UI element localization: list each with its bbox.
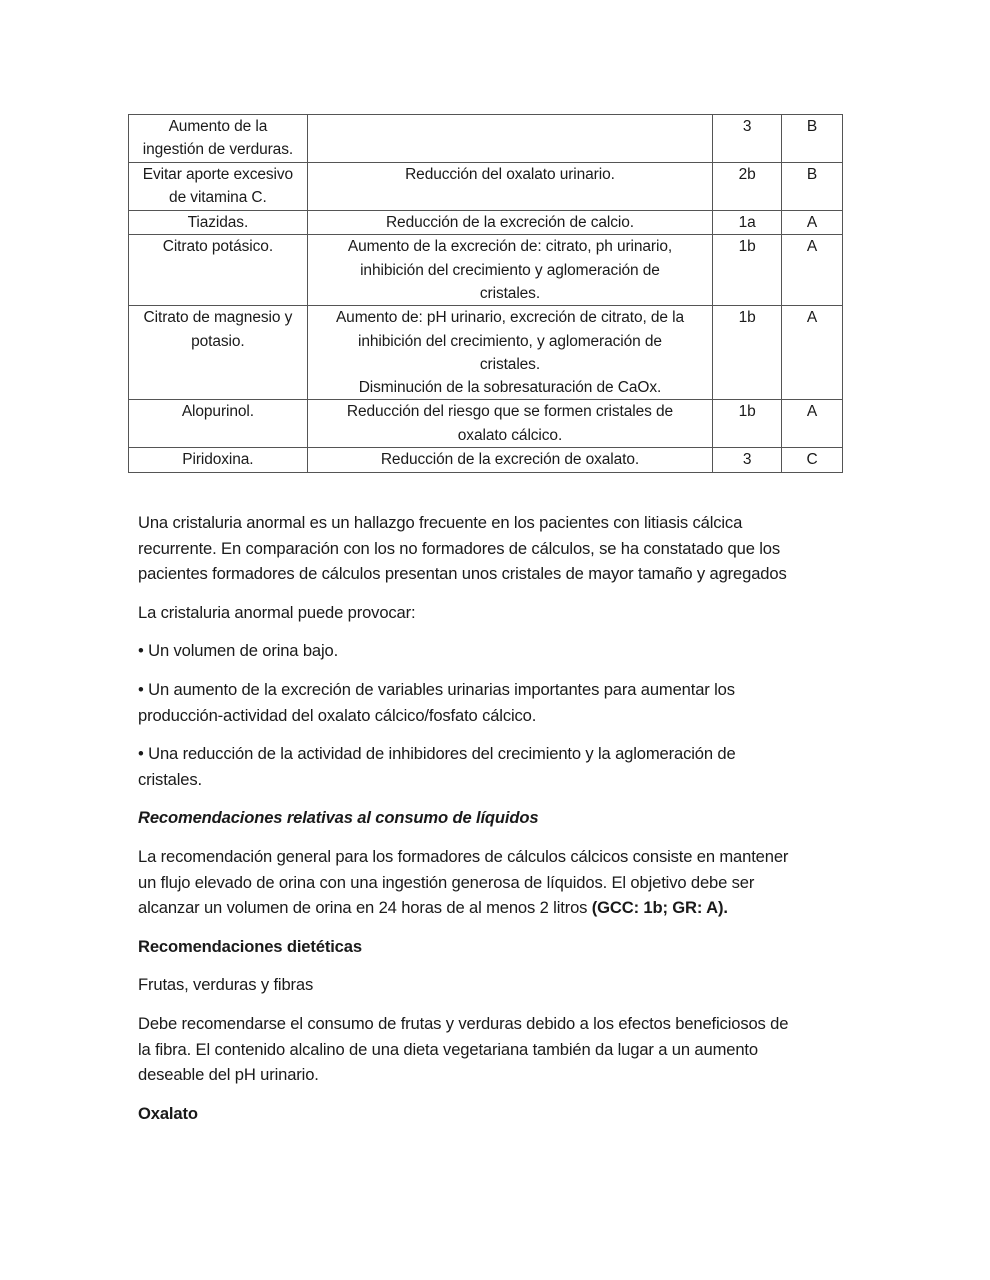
effect-cell: Aumento de: pH urinario, excreción de citrato, de la inhibición del crecimiento, y aglomeración de cristales. Disminución de la sobresaturación de CaOx. bbox=[307, 306, 712, 400]
measure-cell: Alopurinol. bbox=[129, 400, 308, 448]
bullet-item: • Una reducción de la actividad de inhibidores del crecimiento y la aglomeración de cristales. bbox=[138, 744, 736, 789]
effect-cell: Reducción del oxalato urinario. bbox=[307, 163, 712, 211]
body-text bbox=[138, 510, 850, 1139]
table-row bbox=[129, 115, 843, 163]
table-row bbox=[129, 163, 843, 211]
bullet-item: • Un volumen de orina bajo. bbox=[138, 641, 339, 661]
effect-cell: Aumento de la excreción de: citrato, ph urinario, inhibición del crecimiento y aglomeración de cristales. bbox=[307, 235, 712, 306]
heading-diet: Recomendaciones dietéticas bbox=[138, 936, 362, 956]
gcc-cell: 1b bbox=[713, 306, 782, 400]
gcc-cell: 1a bbox=[713, 211, 782, 235]
gcc-cell: 2b bbox=[713, 163, 782, 211]
gr-cell: C bbox=[782, 448, 843, 472]
gcc-cell: 1b bbox=[713, 400, 782, 448]
gr-cell: A bbox=[782, 235, 843, 306]
effect-cell: Reducción de la excreción de oxalato. bbox=[307, 448, 712, 472]
effect-cell: Reducción del riesgo que se formen cristales de oxalato cálcico. bbox=[307, 400, 712, 448]
measure-cell: Evitar aporte excesivo de vitamina C. bbox=[129, 163, 308, 211]
measure-cell: Aumento de la ingestión de verduras. bbox=[129, 115, 308, 163]
measure-cell: Citrato potásico. bbox=[129, 235, 308, 306]
recommendations-table bbox=[128, 114, 843, 473]
gcc-cell: 1b bbox=[713, 235, 782, 306]
paragraph-abnormal-crystalluria: Una cristaluria anormal es un hallazgo frecuente en los pacientes con litiasis cálcica recurrente. En comparación con los no formadores de cálculos, se ha constatado que los pacientes formadores de cálculos presentan unos cristales de mayor tamaño y agregados bbox=[138, 513, 787, 584]
gr-cell: A bbox=[782, 400, 843, 448]
paragraph-fruits: Debe recomendarse el consumo de frutas y verduras debido a los efectos beneficiosos de la fibra. El contenido alcalino de una dieta vegetariana también da lugar a un aumento deseable del pH urinario. bbox=[138, 1013, 789, 1085]
measure-cell: Tiazidas. bbox=[129, 211, 308, 235]
effect-cell bbox=[307, 115, 712, 163]
table-row bbox=[129, 235, 843, 306]
table-row bbox=[129, 306, 843, 400]
gcc-cell: 3 bbox=[713, 115, 782, 163]
measure-cell: Piridoxina. bbox=[129, 448, 308, 472]
bullet-item: • Un aumento de la excreción de variables urinarias importantes para aumentar los producción-actividad del oxalato cálcico/fosfato cálcico. bbox=[138, 679, 735, 725]
heading-liquids: Recomendaciones relativas al consumo de líquidos bbox=[138, 808, 539, 828]
gcc-cell: 3 bbox=[713, 448, 782, 472]
gr-cell: B bbox=[782, 163, 843, 211]
gr-cell: A bbox=[782, 211, 843, 235]
gr-cell: B bbox=[782, 115, 843, 163]
subheading-fruits: Frutas, verduras y fibras bbox=[138, 975, 314, 995]
table-row bbox=[129, 211, 843, 235]
heading-oxalate: Oxalato bbox=[138, 1103, 198, 1123]
paragraph-liquids: La recomendación general para los formadores de cálculos cálcicos consiste en mantener un flujo elevado de orina con una ingestión generosa de líquidos. El objetivo debe ser alcanzar un volumen de orina en 24 horas de al menos 2 litros (GCC: 1b; GR: A). bbox=[138, 846, 789, 918]
evidence-grade: (GCC: 1b; GR: A). bbox=[591, 898, 728, 918]
effect-cell: Reducción de la excreción de calcio. bbox=[307, 211, 712, 235]
paragraph-intro-list: La cristaluria anormal puede provocar: bbox=[138, 602, 416, 622]
measure-cell: Citrato de magnesio y potasio. bbox=[129, 306, 308, 400]
table-row bbox=[129, 400, 843, 448]
gr-cell: A bbox=[782, 306, 843, 400]
table-row bbox=[129, 448, 843, 472]
